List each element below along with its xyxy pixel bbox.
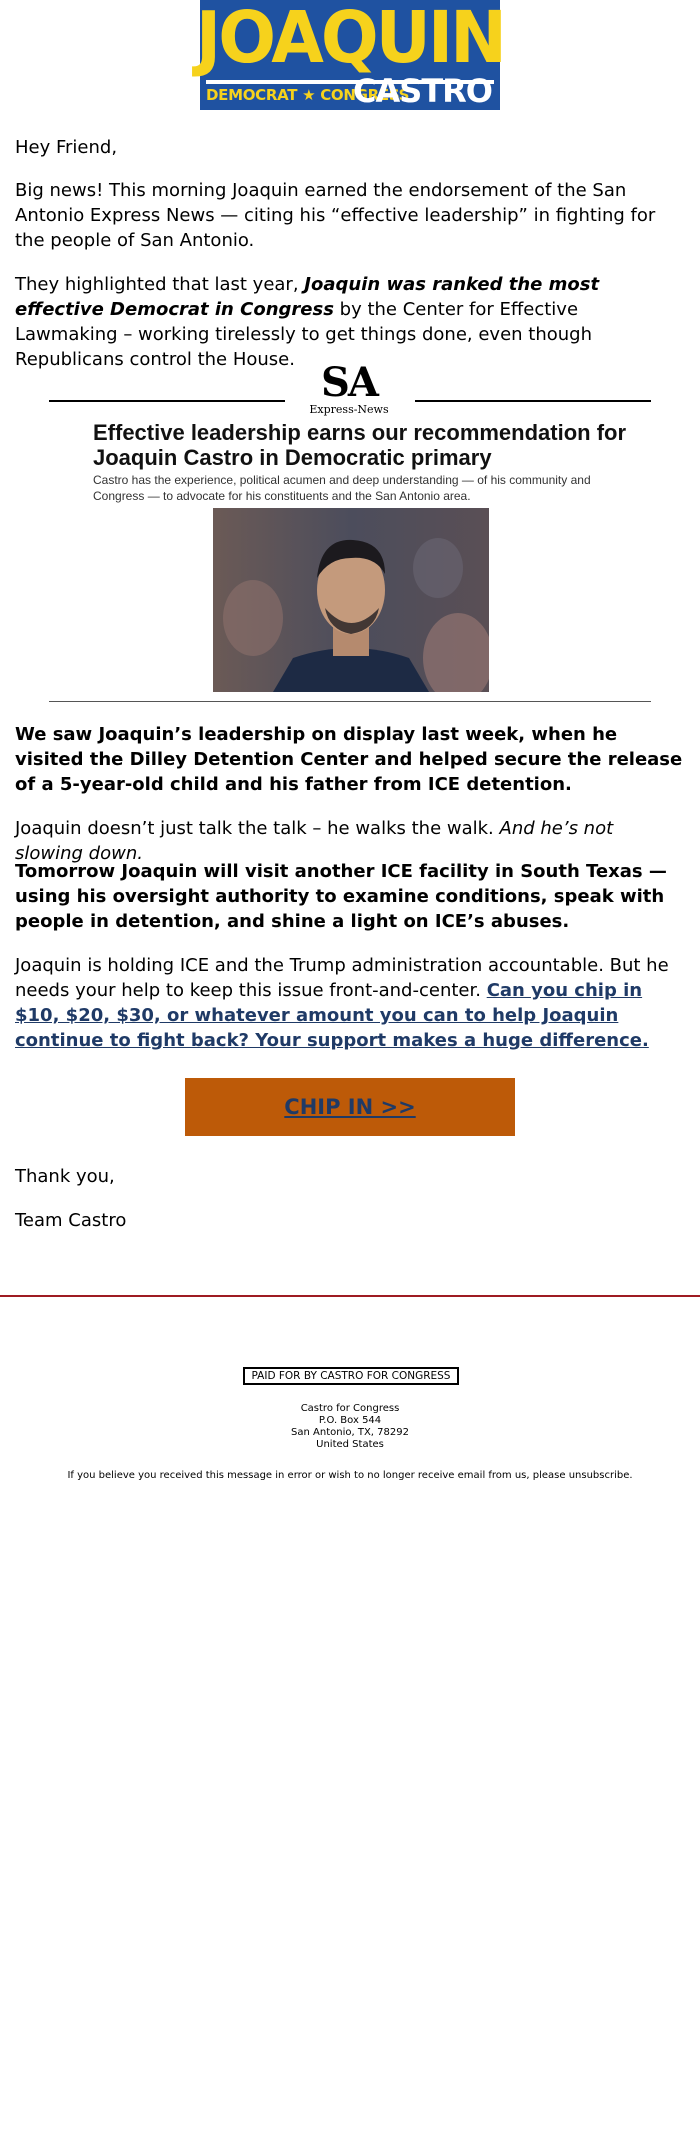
signoff: Team Castro [15, 1210, 127, 1231]
newspaper-endorsement-image[interactable] [49, 359, 651, 707]
paragraph-walk-the-walk: Joaquin doesn’t just talk the talk – he walks the walk. And he’s not slowing down. [15, 818, 614, 864]
chip-in-button[interactable] [185, 1078, 515, 1136]
address-org: Castro for Congress [300, 1403, 400, 1414]
thank-you: Thank you, [15, 1166, 115, 1187]
paragraph-effective-ranking: They highlighted that last year, Joaquin was ranked the most effective Democrat in Congress by the Center for Effective Lawmaking – working tirelessly to get things done, even though Republicans control the House. [15, 274, 600, 370]
logo-surname: CASTRO [353, 72, 492, 110]
paid-for-disclaimer: PAID FOR BY CASTRO FOR CONGRESS [243, 1367, 459, 1385]
unsubscribe-notice[interactable]: If you believe you received this message in error or wish to no longer receive email from us, please unsubscribe. [67, 1470, 633, 1481]
clipping-bottom-rule [49, 701, 651, 702]
campaign-logo [195, 0, 505, 110]
address-po-box: P.O. Box 544 [318, 1415, 382, 1426]
logo-tagline: DEMOCRAT ★ CONGRESS [206, 86, 410, 104]
masthead-rule-left [49, 400, 285, 402]
newspaper-headline: Effective leadership earns our recommendation for Joaquin Castro in Democratic primary [93, 420, 627, 470]
masthead-rule-right [415, 400, 651, 402]
address-city: San Antonio, TX, 78292 [291, 1427, 409, 1438]
candidate-photo [213, 508, 489, 692]
masthead-subtitle: Express-News [309, 403, 389, 416]
paragraph-donation-ask: Joaquin is holding ICE and the Trump administration accountable. But he needs your help to keep this issue front-and-center. Can you chip in $10, $20, $30, or whatever amount you can to help Joaquin continue to fight back? Your support makes a huge difference. [15, 955, 669, 1051]
paragraph-ice-facility: Tomorrow Joaquin will visit another ICE facility in South Texas — using his oversight authority to examine conditions, speak with people in detention, and shine a light on ICE’s abuses. [15, 861, 667, 932]
greeting: Hey Friend, [15, 137, 118, 158]
newspaper-subhead: Castro has the experience, political acumen and deep understanding — of his community and Congress — to advocate for his constituents and the San Antonio area. [93, 473, 591, 503]
donate-text-link[interactable]: Can you chip in $10, $20, $30, or whatever amount you can to help Joaquin continue to fight back? Your support makes a huge difference. [15, 980, 649, 1051]
mailing-address [200, 1403, 500, 1451]
ranking-highlight: Joaquin was ranked the most effective Democrat in Congress [15, 274, 600, 320]
footer-divider [0, 1295, 700, 1297]
chip-in-label[interactable]: CHIP IN >> [284, 1095, 416, 1119]
masthead-logo: SA [321, 359, 377, 406]
paragraph-endorsement: Big news! This morning Joaquin earned the endorsement of the San Antonio Express News — citing his “effective leadership” in fighting for the people of San Antonio. [15, 180, 656, 251]
logo-name: JOAQUIN [195, 0, 505, 80]
address-country: United States [316, 1439, 384, 1450]
paragraph-dilley-visit: We saw Joaquin’s leadership on display last week, when he visited the Dilley Detention Center and helped secure the release of a 5-year-old child and his father from ICE detention. [15, 724, 683, 795]
